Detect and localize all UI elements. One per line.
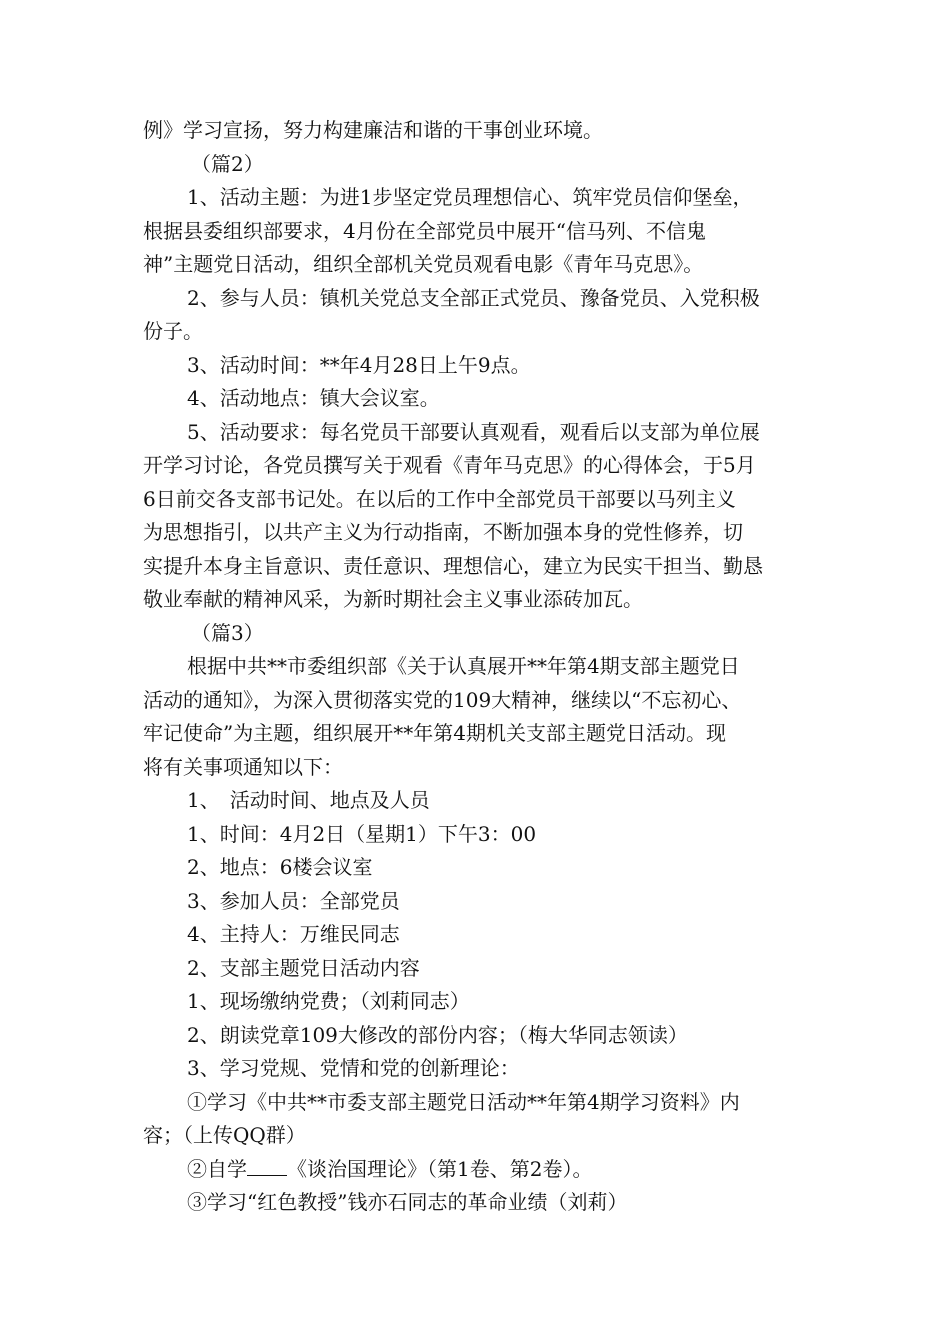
paragraph-line: 根据中共**市委组织部《关于认真展开**年第4期支部主题党日 [187, 654, 740, 678]
list-item-suffix: 《谈治国理论》（第1卷、第2卷）。 [287, 1156, 593, 1181]
section-heading: （篇3） [191, 620, 264, 645]
list-item: 2、地点：6楼会议室 [187, 855, 373, 879]
list-item: 3、学习党规、党情和党的创新理论： [187, 1056, 520, 1080]
paragraph-line: 将有关事项通知以下： [143, 754, 343, 779]
paragraph-line: 份子。 [143, 319, 203, 343]
list-item: ①学习《中共**市委支部主题党日活动**年第4期学习资料》内 [187, 1089, 740, 1114]
paragraph-line: 容；（上传QQ群） [143, 1123, 306, 1147]
list-item: ③学习“红色教授”钱亦石同志的革命业绩（刘莉） [187, 1190, 628, 1214]
paragraph-line: 1、活动主题：为进1步坚定党员理想信心、筑牢党员信仰堡垒， [187, 185, 753, 209]
list-item: 3、参加人员：全部党员 [187, 888, 400, 913]
paragraph-line: 为思想指引，以共产主义为行动指南，不断加强本身的党性修养，切 [143, 520, 743, 544]
paragraph-line: 例》学习宣扬，努力构建廉洁和谐的干事创业环境。 [143, 118, 603, 142]
paragraph-line: 6日前交各支部书记处。在以后的工作中全部党员干部要以马列主义 [143, 486, 736, 511]
list-heading: 2、支部主题党日活动内容 [187, 955, 420, 980]
paragraph-line: 3、活动时间：**年4月28日上午9点。 [187, 352, 531, 377]
paragraph-line: 根据县委组织部要求，4月份在全部党员中展开“信马列、不信鬼 [143, 218, 706, 243]
section-heading: （篇2） [191, 151, 264, 176]
list-heading: 1、 活动时间、地点及人员 [187, 788, 430, 812]
list-item [143, 1153, 813, 1187]
document-body [143, 114, 813, 1220]
paragraph-line: 2、参与人员：镇机关党总支全部正式党员、豫备党员、入党积极 [187, 285, 760, 310]
paragraph-line: 敬业奉献的精神风采，为新时期社会主义事业添砖加瓦。 [143, 587, 643, 611]
paragraph-line: 开学习讨论，各党员撰写关于观看《青年马克思》的心得体会，于5月 [143, 453, 756, 477]
list-item: 1、时间：4月2日（星期1）下午3：00 [187, 821, 537, 846]
paragraph-line: 牢记使命”为主题，组织展开**年第4期机关支部主题党日活动。现 [143, 721, 726, 745]
list-item-prefix: ②自学 [187, 1156, 247, 1181]
paragraph-line: 4、活动地点：镇大会议室。 [187, 386, 440, 410]
paragraph-line: 活动的通知》，为深入贯彻落实党的109大精神，继续以“不忘初心、 [143, 687, 742, 712]
fill-in-blank [247, 1157, 287, 1176]
paragraph-line: 5、活动要求：每名党员干部要认真观看，观看后以支部为单位展 [187, 419, 760, 444]
list-item: 2、朗读党章109大修改的部份内容；（梅大华同志领读） [187, 1022, 688, 1047]
paragraph-line: 神”主题党日活动，组织全部机关党员观看电影《青年马克思》。 [143, 252, 704, 276]
list-item: 1、现场缴纳党费；（刘莉同志） [187, 989, 470, 1013]
list-item: 4、主持人：万维民同志 [187, 922, 400, 946]
paragraph-line: 实提升本身主旨意识、责任意识、理想信心，建立为民实干担当、勤恳 [143, 553, 763, 578]
